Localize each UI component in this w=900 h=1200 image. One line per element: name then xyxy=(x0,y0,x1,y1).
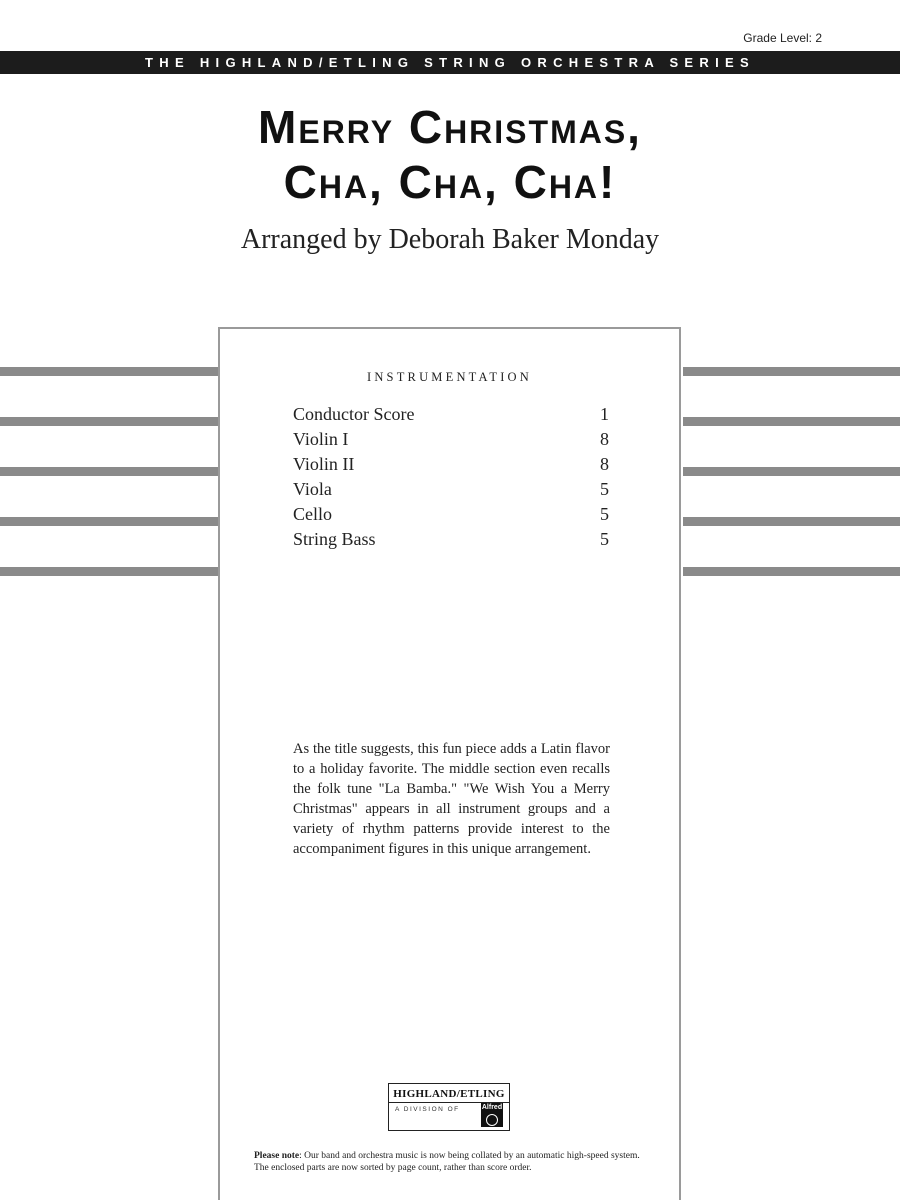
alfred-label: Alfred xyxy=(481,1104,503,1111)
staff-line xyxy=(683,567,900,576)
instrument-name: Viola xyxy=(293,479,332,499)
piece-description: As the title suggests, this fun piece adds a Latin flavor to a holiday favorite. The middle section even recalls the folk tune "La Bamba." "We Wish You a Merry Christmas" appears in all instrument groups and a variety of rhythm patterns provide interest to the accompaniment figures in this unique arrangement. xyxy=(293,741,610,857)
series-banner: THE HIGHLAND/ETLING STRING ORCHESTRA SERIES xyxy=(0,51,900,74)
list-item xyxy=(293,527,609,552)
staff-line xyxy=(683,517,900,526)
publisher-logo xyxy=(388,1083,510,1131)
staff-line xyxy=(0,567,218,576)
list-item xyxy=(293,427,609,452)
instrument-count: 5 xyxy=(600,529,609,549)
publisher-division: A DIVISION OF xyxy=(395,1106,460,1113)
instrument-name: Conductor Score xyxy=(293,404,415,424)
instrument-name: Cello xyxy=(293,504,332,524)
alfred-logo-icon xyxy=(481,1103,503,1127)
instrument-count: 8 xyxy=(600,429,609,449)
instrument-name: String Bass xyxy=(293,529,376,549)
instrument-count: 1 xyxy=(600,404,609,424)
instrument-count: 8 xyxy=(600,454,609,474)
list-item xyxy=(293,402,609,427)
list-item xyxy=(293,502,609,527)
instrument-name: Violin I xyxy=(293,429,349,449)
content-panel xyxy=(218,327,681,1200)
note-text: : Our band and orchestra music is now being collated by an automatic high-speed system. The enclosed parts are now sorted by page count, rather than score order. xyxy=(254,1151,640,1173)
title-line-1: Merry Christmas, xyxy=(258,101,642,153)
title-line-2: Cha, Cha, Cha! xyxy=(283,156,617,208)
staff-line xyxy=(0,417,218,426)
staff-line xyxy=(0,467,218,476)
list-item xyxy=(293,477,609,502)
list-item xyxy=(293,452,609,477)
grade-level: Grade Level: 2 xyxy=(743,31,822,45)
instrumentation-heading: INSTRUMENTATION xyxy=(366,370,533,384)
note-label: Please note xyxy=(254,1151,300,1161)
instrument-count: 5 xyxy=(600,504,609,524)
staff-line xyxy=(683,417,900,426)
staff-line xyxy=(0,517,218,526)
circle-icon xyxy=(486,1114,498,1126)
staff-line xyxy=(683,467,900,476)
arranger-credit: Arranged by Deborah Baker Monday xyxy=(240,224,660,255)
page-title xyxy=(0,100,900,210)
instrumentation-list xyxy=(293,402,609,552)
instrument-name: Violin II xyxy=(293,454,355,474)
instrument-count: 5 xyxy=(600,479,609,499)
publisher-name: HIGHLAND/ETLING xyxy=(389,1088,509,1103)
staff-line xyxy=(683,367,900,376)
please-note xyxy=(254,1150,654,1174)
staff-line xyxy=(0,367,218,376)
